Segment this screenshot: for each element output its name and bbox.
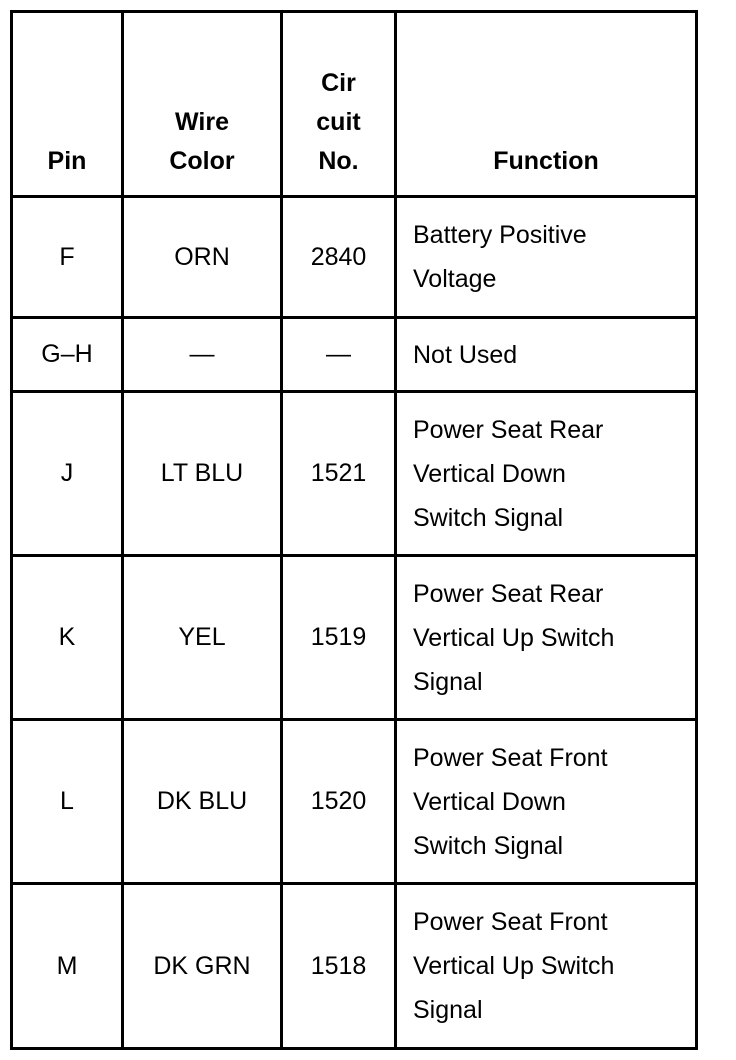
circuit-cell: — bbox=[326, 340, 351, 368]
function-text: Power Seat Rear Vertical Up Switch Signal bbox=[413, 579, 615, 696]
function-cell bbox=[397, 557, 695, 718]
grid-line bbox=[695, 10, 698, 1050]
function-cell bbox=[397, 319, 695, 390]
header-wire-color-label: Wire Color bbox=[169, 108, 235, 175]
header-circuit-no-label: Cir cuit No. bbox=[316, 69, 361, 175]
header-function-label: Function bbox=[493, 147, 599, 175]
pin-cell: M bbox=[56, 951, 78, 980]
pin-cell: J bbox=[60, 459, 74, 487]
pin-cell: L bbox=[60, 787, 74, 815]
circuit-cell: 2840 bbox=[310, 242, 367, 271]
function-text: Power Seat Front Vertical Down Switch Signal bbox=[413, 743, 608, 860]
header-pin bbox=[13, 13, 121, 195]
function-text: Battery Positive Voltage bbox=[413, 221, 587, 293]
wire-color-cell: DK BLU bbox=[156, 787, 248, 815]
circuit-cell: 1521 bbox=[310, 459, 367, 487]
header-wire-color bbox=[124, 13, 280, 195]
connector-pinout-table bbox=[10, 10, 698, 1050]
circuit-cell: 1520 bbox=[310, 787, 367, 815]
circuit-cell: 1519 bbox=[310, 623, 367, 651]
header-circuit-no bbox=[283, 13, 394, 195]
circuit-cell: 1518 bbox=[310, 951, 367, 980]
function-text: Not Used bbox=[413, 340, 518, 369]
function-text: Power Seat Front Vertical Up Switch Signal bbox=[413, 908, 615, 1024]
header-pin-label: Pin bbox=[47, 147, 87, 175]
header-function bbox=[397, 13, 695, 195]
function-text: Power Seat Rear Vertical Down Switch Signal bbox=[413, 415, 604, 532]
pin-cell: K bbox=[58, 623, 76, 651]
wire-color-cell: DK GRN bbox=[153, 951, 251, 980]
function-cell bbox=[397, 721, 695, 882]
function-cell bbox=[397, 393, 695, 554]
pin-cell: F bbox=[59, 242, 75, 271]
wire-color-cell: YEL bbox=[178, 623, 226, 651]
pin-cell: G–H bbox=[41, 340, 93, 368]
wire-color-cell: — bbox=[189, 340, 215, 368]
wire-color-cell: LT BLU bbox=[160, 459, 244, 487]
function-cell bbox=[397, 885, 695, 1047]
wire-color-cell: ORN bbox=[174, 242, 230, 271]
grid-line bbox=[10, 1047, 698, 1050]
function-cell bbox=[397, 198, 695, 316]
